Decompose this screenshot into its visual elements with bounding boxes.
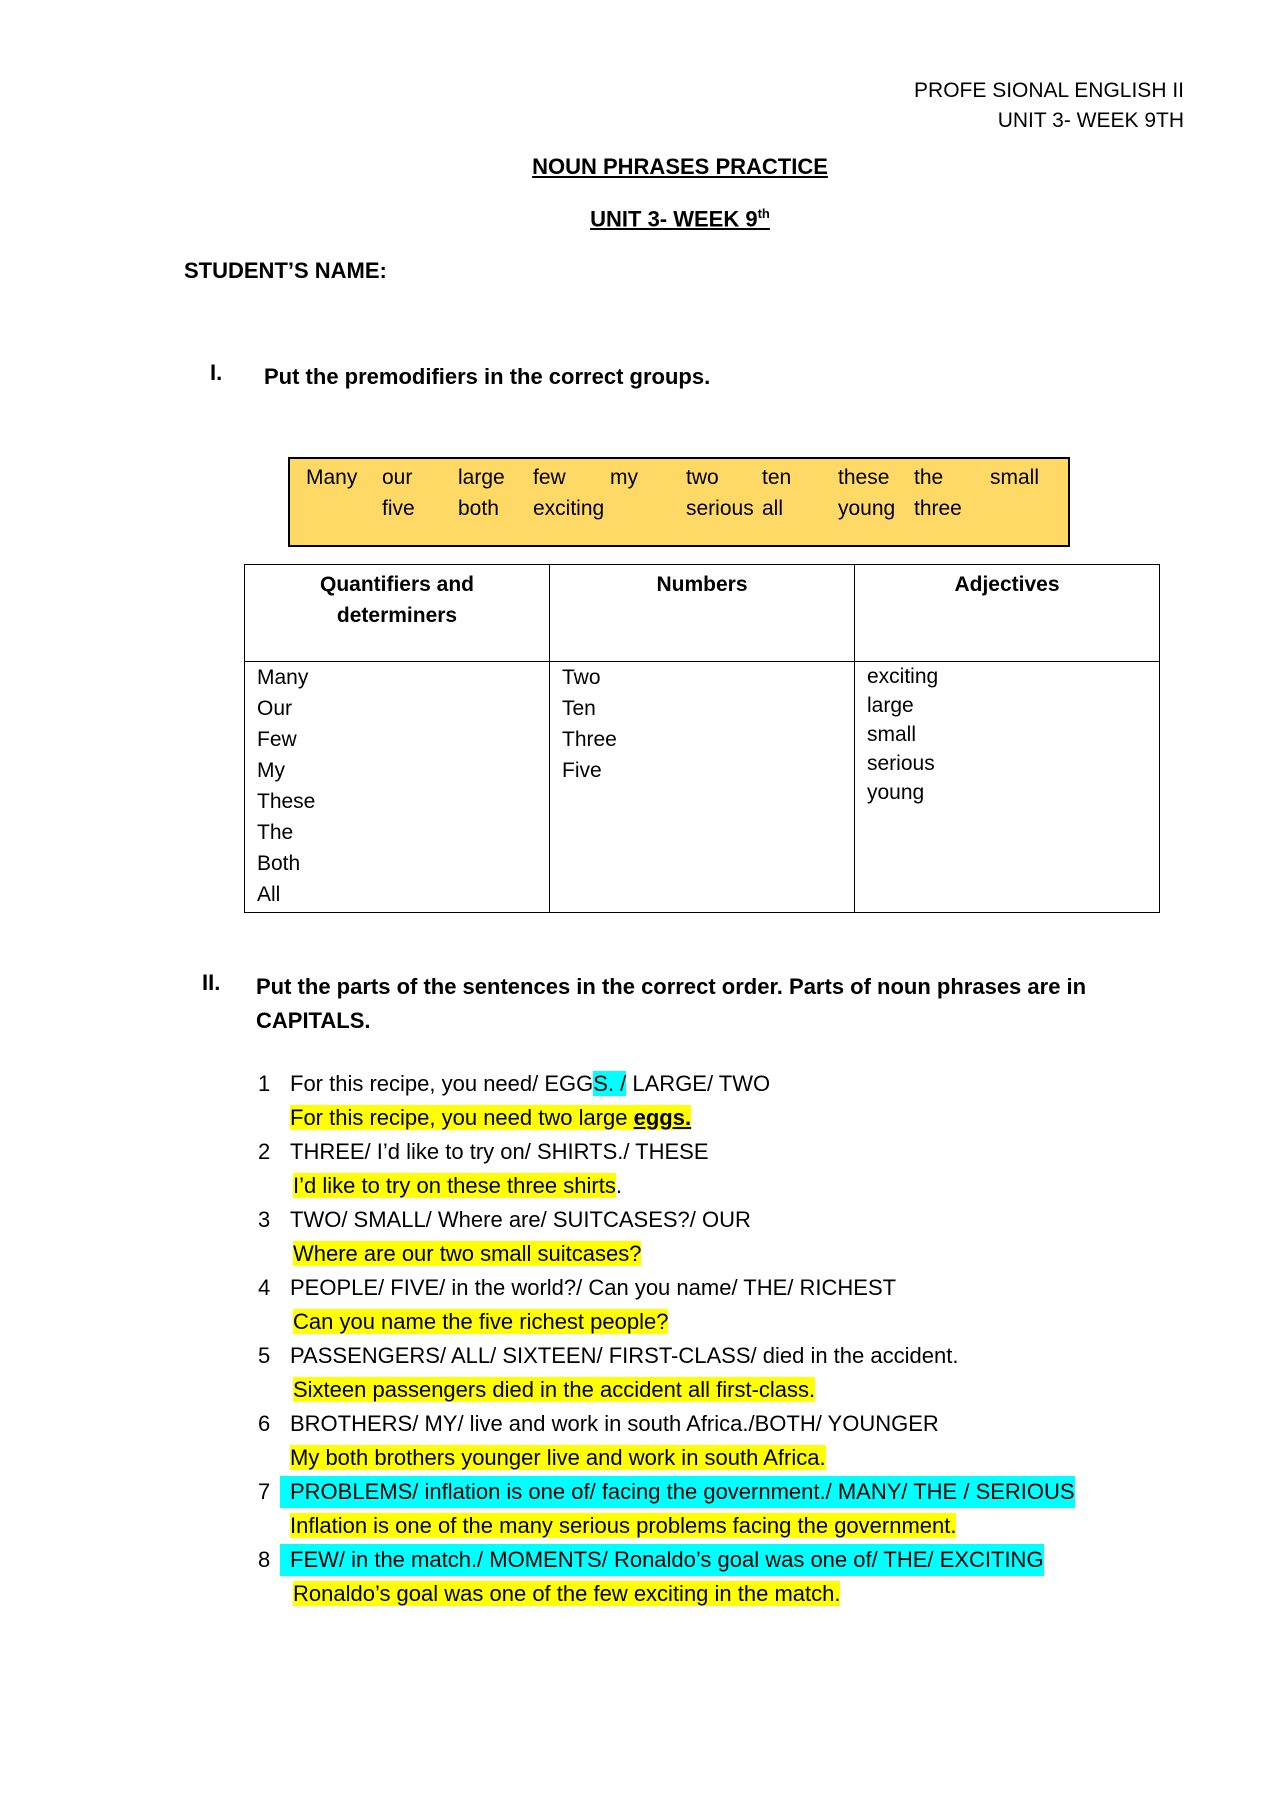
exercise-prompt: PEOPLE/ FIVE/ in the world?/ Can you name/ THE/ RICHEST (290, 1275, 897, 1300)
exercise-prompt: FEW/ in the match./ MOMENTS/ Ronaldo’s goal was one of/ THE/ EXCITING (280, 1544, 1044, 1576)
word-item: exciting (533, 497, 605, 520)
word-item: large (458, 466, 505, 489)
table-header-row (245, 565, 1160, 662)
answer-7 (290, 1510, 956, 1542)
word-item: serious (686, 497, 754, 520)
list-item: The (257, 821, 294, 844)
section-1-number: I. (210, 360, 223, 385)
table-row (245, 662, 1160, 913)
list-item: exciting (867, 665, 939, 688)
answer-text: My both brothers younger live and work in south Africa. (290, 1445, 826, 1470)
adjectives-cell (855, 662, 1160, 913)
exercise-number: 7 (258, 1479, 271, 1504)
answer-1 (290, 1102, 691, 1134)
answer-text: Inflation is one of the many serious problems facing the government. (290, 1513, 957, 1538)
list-item: All (257, 883, 281, 906)
list-item: Our (257, 697, 293, 720)
page-subtitle (0, 206, 1280, 232)
header-numbers: Numbers (550, 565, 855, 662)
list-item: Ten (562, 697, 596, 720)
word-item: two (686, 466, 719, 489)
header-unit: UNIT 3- WEEK 9TH (997, 109, 1184, 132)
answer-2 (293, 1170, 622, 1202)
word-box (288, 457, 1070, 547)
answer-3 (293, 1238, 641, 1270)
answer-text: Can you name the five richest people? (293, 1309, 669, 1334)
word-item: the (914, 466, 944, 489)
exercise-prompt: PROBLEMS/ inflation is one of/ facing the government./ MANY/ THE / SERIOUS (280, 1476, 1075, 1508)
word-item: small (990, 466, 1040, 489)
word-item: our (382, 466, 413, 489)
exercise-number: 5 (258, 1343, 271, 1368)
prompt-highlight: S. / (593, 1071, 627, 1096)
answer-text: Ronaldo’s goal was one of the few exciting in the match. (293, 1581, 841, 1606)
exercise-number: 4 (258, 1275, 271, 1300)
prompt-part: For this recipe, you need/ EGG (290, 1071, 594, 1096)
quantifiers-cell (245, 662, 550, 913)
groups-table (244, 564, 1160, 913)
subtitle-text: UNIT 3- WEEK 9 (590, 206, 758, 232)
list-item: young (867, 781, 925, 804)
exercise-number: 1 (258, 1071, 271, 1096)
list-item: Three (562, 728, 617, 751)
numbers-cell (550, 662, 855, 913)
word-item: ten (762, 466, 792, 489)
student-name-label: STUDENT’S NAME: (184, 258, 387, 283)
answer-text: I’d like to try on these three shirts (293, 1173, 616, 1198)
answer-4 (293, 1306, 668, 1338)
exercise-prompt: BROTHERS/ MY/ live and work in south Africa./BOTH/ YOUNGER (290, 1411, 939, 1436)
list-item: Few (257, 728, 297, 751)
word-item: all (762, 497, 784, 520)
word-item: Many (306, 466, 358, 489)
exercise-prompt: THREE/ I’d like to try on/ SHIRTS./ THESE (290, 1139, 709, 1164)
exercise-prompt (290, 1068, 770, 1100)
list-item: These (257, 790, 316, 813)
exercise-prompt: TWO/ SMALL/ Where are/ SUITCASES?/ OUR (290, 1207, 751, 1232)
section-1-instruction: Put the premodifiers in the correct groups. (264, 364, 711, 389)
section-2-number: II. (202, 970, 221, 995)
word-item: young (838, 497, 896, 520)
word-item: few (533, 466, 566, 489)
word-item: my (610, 466, 638, 489)
answer-8 (293, 1578, 840, 1610)
answer-6 (290, 1442, 826, 1474)
word-item: these (838, 466, 890, 489)
list-item: My (257, 759, 285, 782)
answer-emphasis: eggs. (633, 1105, 692, 1130)
word-item: five (382, 497, 415, 520)
header-adjectives: Adjectives (855, 565, 1160, 662)
list-item: Five (562, 759, 602, 782)
exercise-prompt: PASSENGERS/ ALL/ SIXTEEN/ FIRST-CLASS/ died in the accident. (290, 1343, 959, 1368)
answer-5 (293, 1374, 815, 1406)
header-course: PROFE SIONAL ENGLISH II (914, 79, 1184, 102)
page-title: NOUN PHRASES PRACTICE (532, 154, 828, 179)
answer-text: Where are our two small suitcases? (293, 1241, 642, 1266)
list-item: small (867, 723, 917, 746)
list-item: large (867, 694, 914, 717)
list-item: Many (257, 666, 309, 689)
header-quantifiers: Quantifiers and determiners (245, 565, 550, 662)
answer-text: For this recipe, you need two large (290, 1105, 634, 1130)
answer-period: . (615, 1173, 622, 1198)
word-item: both (458, 497, 499, 520)
list-item: Two (562, 666, 601, 689)
exercise-number: 3 (258, 1207, 271, 1232)
word-item: three (914, 497, 962, 520)
exercise-number: 6 (258, 1411, 271, 1436)
exercise-number: 2 (258, 1139, 271, 1164)
answer-text: Sixteen passengers died in the accident all first-class. (293, 1377, 816, 1402)
section-2-instruction: Put the parts of the sentences in the correct order. Parts of noun phrases are in CAPITALS. (256, 974, 1087, 1033)
exercise-number: 8 (258, 1547, 271, 1572)
prompt-part: LARGE/ TWO (626, 1071, 771, 1096)
subtitle-superscript: th (757, 206, 770, 221)
list-item: Both (257, 852, 301, 875)
list-item: serious (867, 752, 935, 775)
